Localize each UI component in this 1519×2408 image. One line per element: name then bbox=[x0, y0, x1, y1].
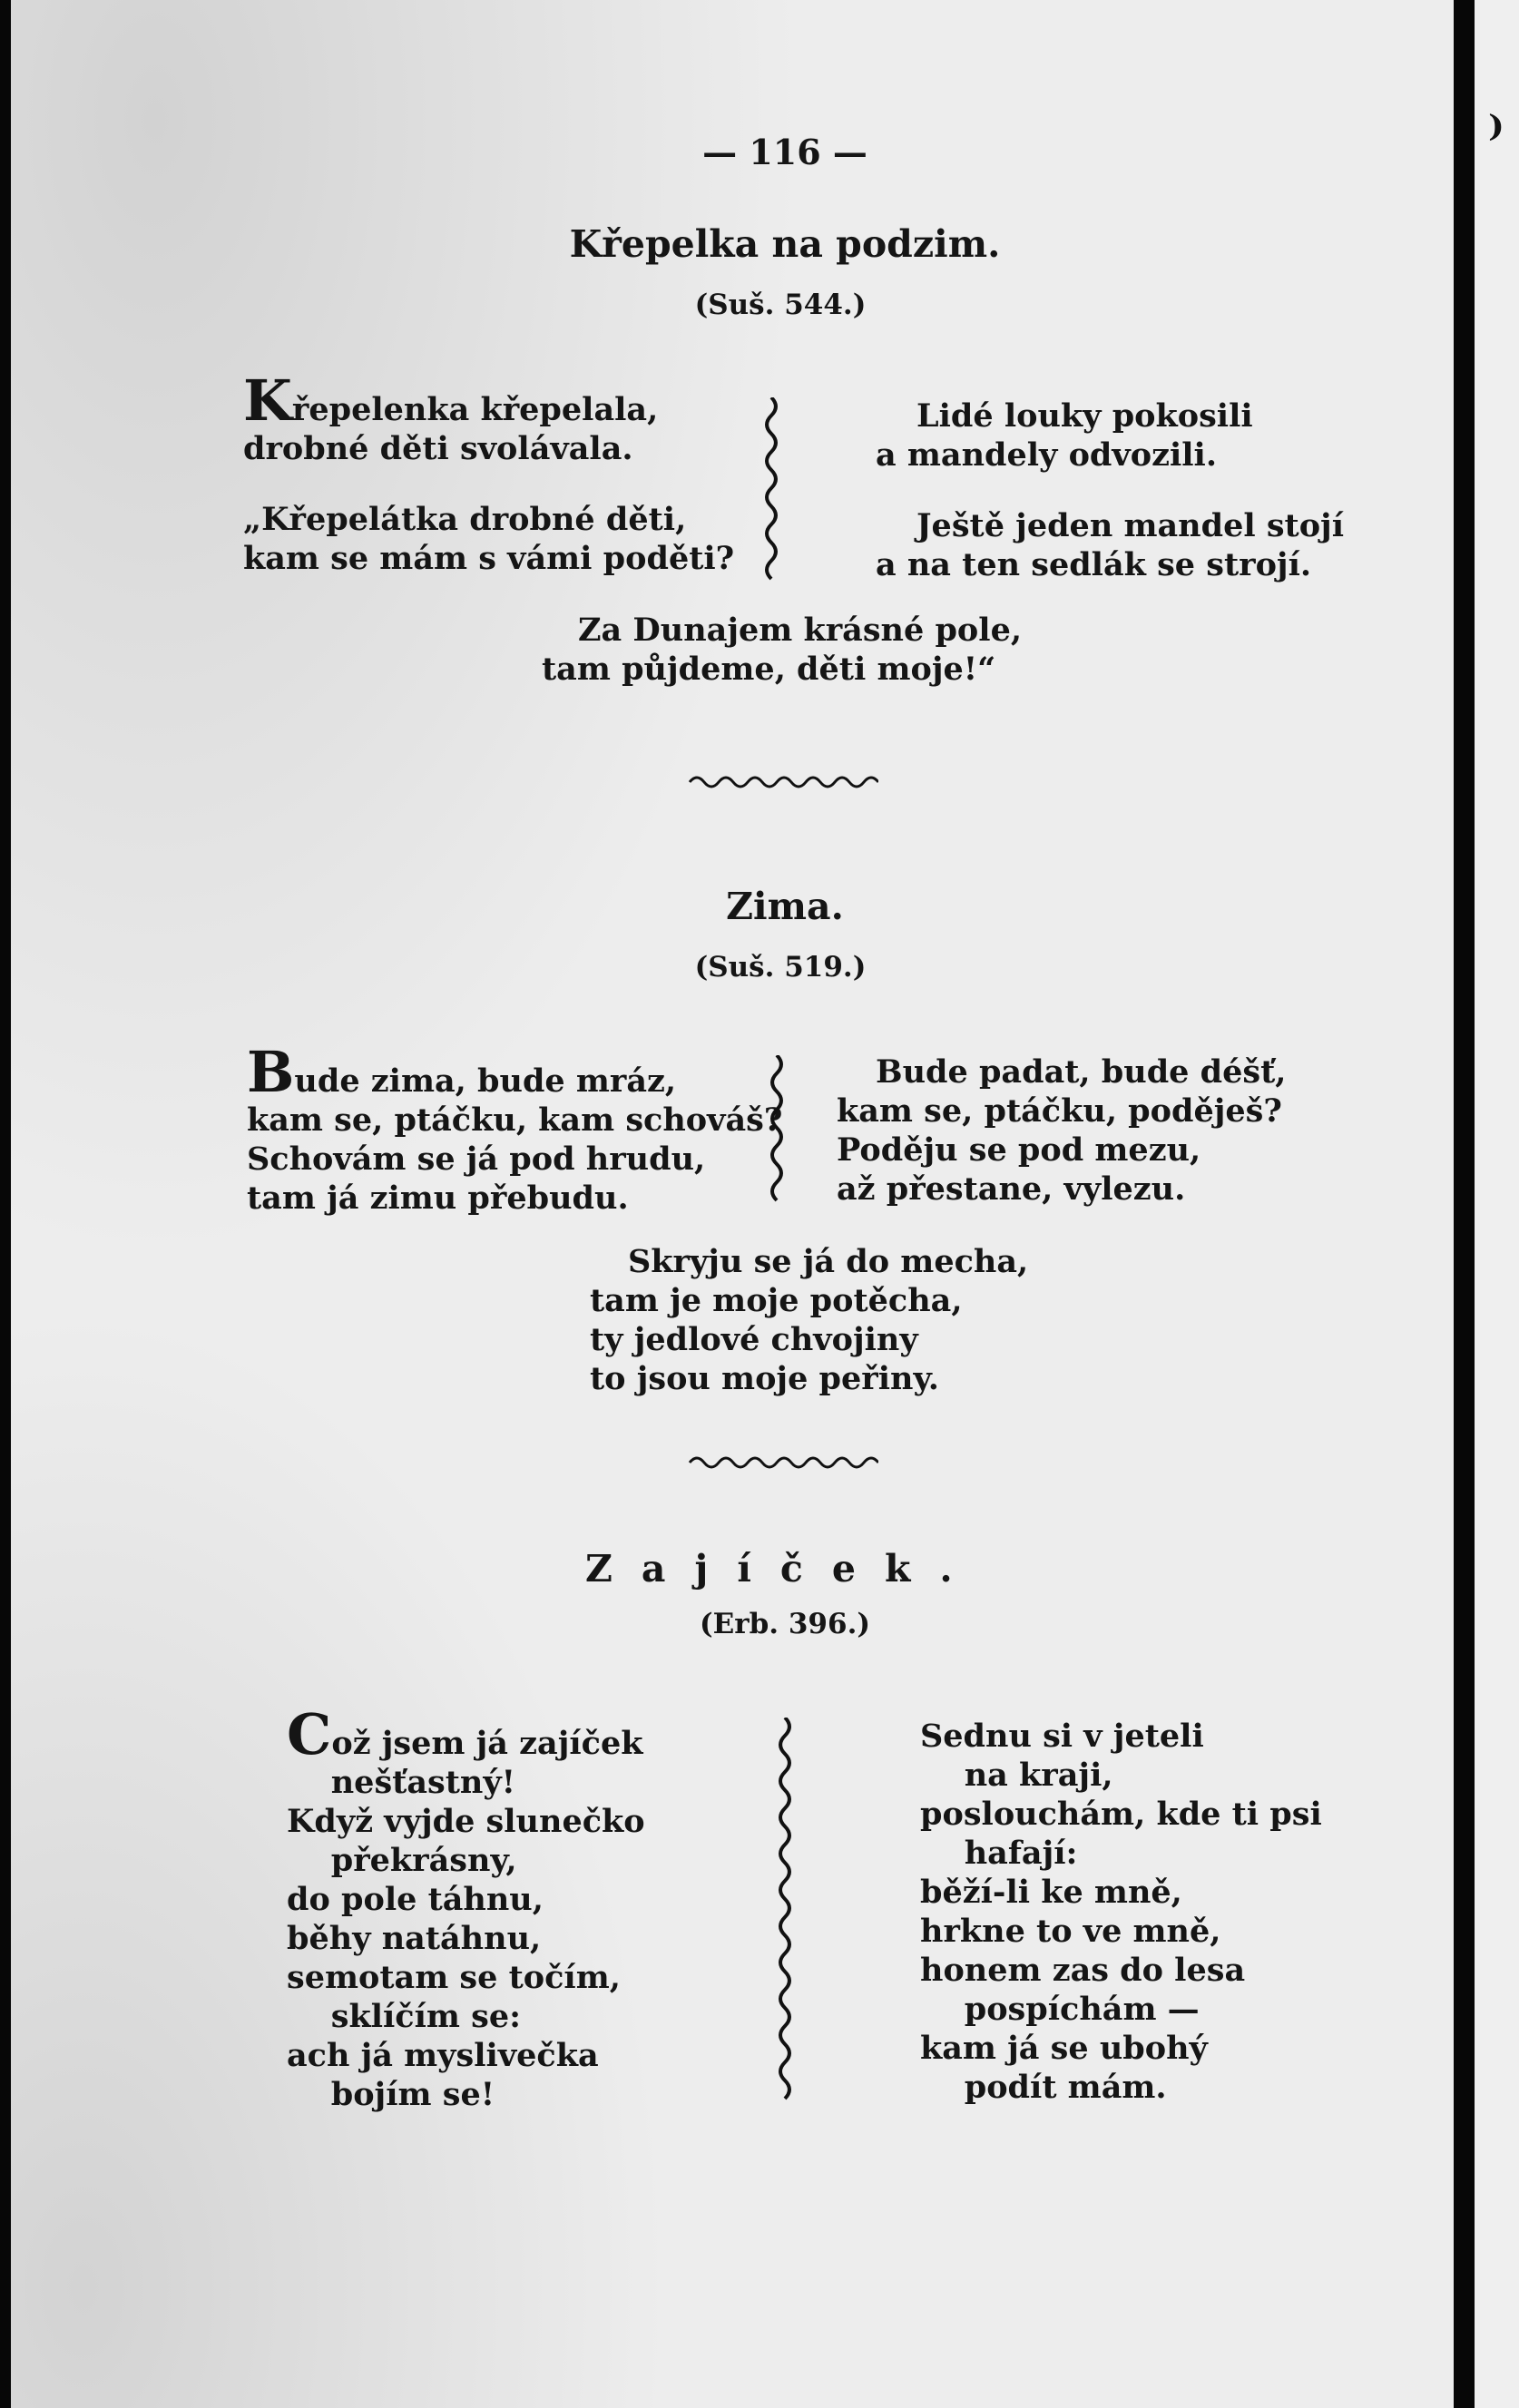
verse-line: do pole táhnu, bbox=[287, 1881, 544, 1918]
verse-line: a na ten sedlák se strojí. bbox=[876, 546, 1312, 583]
verse-line: ty jedlové chvojiny bbox=[590, 1321, 918, 1358]
stanza-left-zima bbox=[247, 1039, 783, 1218]
ornament-divider bbox=[688, 1452, 878, 1470]
verse-line: to jsou moje peřiny. bbox=[590, 1360, 939, 1397]
verse-line: kam se, ptáčku, poděješ? bbox=[837, 1092, 1282, 1130]
verse-line: bojím se! bbox=[287, 2076, 495, 2113]
brace-divider bbox=[778, 1718, 801, 2108]
verse-line: běhy natáhnu, bbox=[287, 1920, 542, 1957]
page-number: — 116 — bbox=[702, 132, 867, 172]
verse-line: Lidé louky pokosili bbox=[916, 397, 1253, 435]
drop-cap: C bbox=[287, 1701, 332, 1767]
next-page-mark: ⁾ bbox=[1488, 104, 1504, 168]
verse-line: Za Dunajem krásné pole, bbox=[578, 612, 1023, 649]
verse-line: běží-li ke mně, bbox=[920, 1874, 1182, 1911]
verse-line: Když vyjde slunečko bbox=[287, 1803, 645, 1840]
verse-line: kam já se ubohý bbox=[920, 2030, 1208, 2067]
verse-line: semotam se točím, bbox=[287, 1959, 621, 1996]
verse-line: řepelenka křepelala, bbox=[291, 391, 659, 428]
drop-cap: B bbox=[247, 1039, 295, 1105]
verse-line: Ještě jeden mandel stojí bbox=[916, 507, 1345, 544]
next-page-edge bbox=[1475, 0, 1519, 2408]
verse-line: překrásny, bbox=[287, 1842, 517, 1879]
brace-divider bbox=[764, 397, 788, 588]
drop-cap: K bbox=[243, 367, 292, 434]
brace-divider bbox=[769, 1055, 793, 1209]
verse-line: Bude padat, bude déšť, bbox=[876, 1053, 1287, 1091]
verse-line: na kraji, bbox=[920, 1757, 1113, 1794]
verse-line: až přestane, vylezu. bbox=[837, 1170, 1186, 1208]
verse-line: Skryju se já do mecha, bbox=[628, 1243, 1029, 1280]
verse-line: ož jsem já zajíček bbox=[331, 1725, 643, 1762]
verse-line: Schovám se já pod hrudu, bbox=[247, 1140, 706, 1178]
stanza-right-krepelka bbox=[876, 396, 1344, 584]
verse-line: Sednu si v jeteli bbox=[920, 1718, 1204, 1755]
verse-line: tam já zimu přebudu. bbox=[247, 1180, 629, 1217]
verse-line: sklíčím se: bbox=[287, 1998, 522, 2035]
poem-reference-zima: (Suš. 519.) bbox=[694, 951, 867, 984]
stanza-left-zajicek bbox=[287, 1701, 645, 2114]
stanza-left-krepelka bbox=[243, 367, 735, 578]
poem-title-zima: Zima. bbox=[726, 885, 844, 928]
verse-line: hrkne to ve mně, bbox=[920, 1913, 1221, 1950]
verse-line: tam půjdeme, děti moje!“ bbox=[542, 651, 996, 688]
verse-line: „Křepelátka drobné děti, bbox=[243, 501, 687, 538]
stanza-final-zima bbox=[590, 1242, 1028, 1398]
poem-reference-zajicek: (Erb. 396.) bbox=[699, 1608, 871, 1640]
verse-line: Poděju se pod mezu, bbox=[837, 1131, 1201, 1169]
poem-title-zajicek: Zajíček. bbox=[585, 1547, 982, 1591]
verse-line: honem zas do lesa bbox=[920, 1952, 1246, 1989]
stanza-right-zima bbox=[837, 1052, 1286, 1209]
verse-line: tam je moje potěcha, bbox=[590, 1282, 963, 1319]
verse-line: drobné děti svolávala. bbox=[243, 430, 633, 467]
ornament-divider bbox=[688, 771, 878, 789]
poem-reference-krepelka: (Suš. 544.) bbox=[694, 289, 867, 321]
verse-line: ach já myslivečka bbox=[287, 2037, 599, 2074]
verse-line: podít mám. bbox=[920, 2069, 1167, 2106]
verse-line: pospíchám — bbox=[920, 1991, 1200, 2028]
verse-line: poslouchám, kde ti psi bbox=[920, 1796, 1322, 1833]
verse-line: kam se, ptáčku, kam schováš? bbox=[247, 1101, 783, 1139]
verse-line: a mandely odvozili. bbox=[876, 436, 1218, 474]
verse-line: kam se mám s vámi poděti? bbox=[243, 540, 735, 577]
verse-line: ude zima, bude mráz, bbox=[294, 1062, 677, 1100]
stanza-final-krepelka bbox=[542, 611, 1022, 689]
verse-line: hafají: bbox=[920, 1835, 1078, 1872]
verse-line: nešťastný! bbox=[287, 1764, 516, 1801]
stanza-right-zajicek bbox=[920, 1717, 1322, 2107]
poem-title-krepelka: Křepelka na podzim. bbox=[569, 222, 1001, 266]
